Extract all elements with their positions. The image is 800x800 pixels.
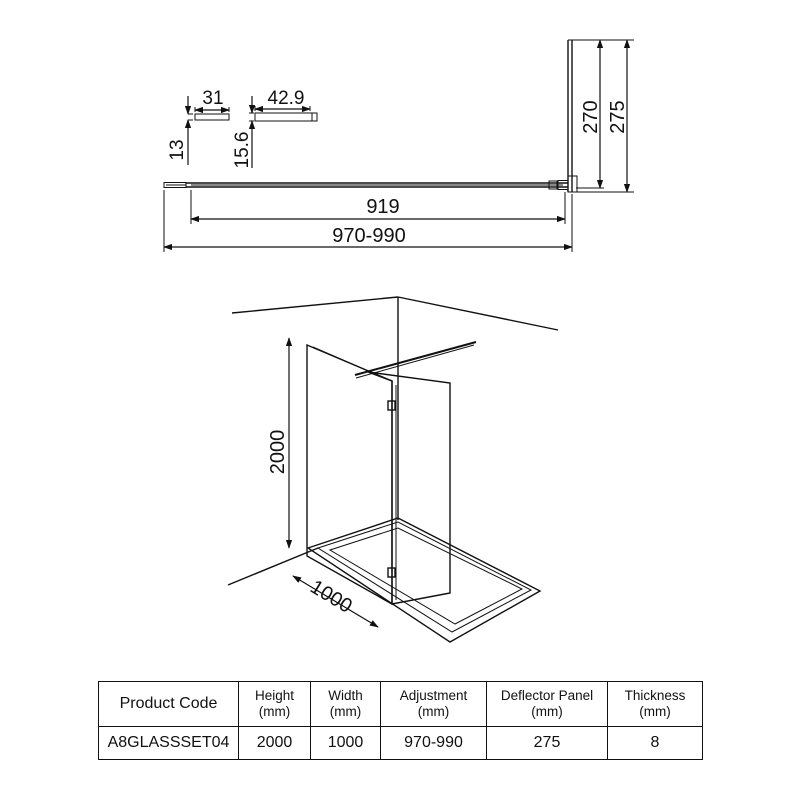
header-height: Height (mm) [239,682,311,727]
glass-panel-plan [164,181,568,190]
dim-height: 2000 [267,429,289,475]
cell-height: 2000 [239,727,311,760]
header-deflector-panel: Deflector Panel (mm) [487,682,608,727]
header-width: Width (mm) [311,682,381,727]
cell-deflector-panel: 275 [487,727,608,760]
isometric-view [228,297,558,642]
deflector-panel-plan [568,40,577,192]
spec-table-row [99,727,703,760]
spec-table [98,681,703,760]
wall-bar [355,342,476,375]
cell-product-code: A8GLASSSET04 [99,727,239,760]
glass-panel [307,345,392,604]
dim-overall-adjustment: 970-990 [332,225,406,247]
spec-table-header-row [99,682,703,727]
cell-width: 1000 [311,727,381,760]
dim-profile-width: 31 [202,88,224,109]
cell-adjustment: 970-990 [381,727,487,760]
dim-profile-depth: 13 [167,139,188,161]
header-adjustment: Adjustment (mm) [381,682,487,727]
plan-view [164,40,634,252]
dim-deflector-profile-depth: 15.6 [232,131,253,169]
dim-glass-width: 919 [366,196,400,218]
deflector-panel [368,372,450,604]
header-thickness: Thickness (mm) [608,682,703,727]
dim-width-iso: 1000 [306,575,356,618]
shower-tray [308,518,540,642]
dim-deflector-outer: 275 [607,100,629,134]
dim-deflector-inner: 270 [580,100,602,134]
dim-deflector-profile-width: 42.9 [267,88,305,109]
header-product-code: Product Code [99,682,239,727]
cell-thickness: 8 [608,727,703,760]
